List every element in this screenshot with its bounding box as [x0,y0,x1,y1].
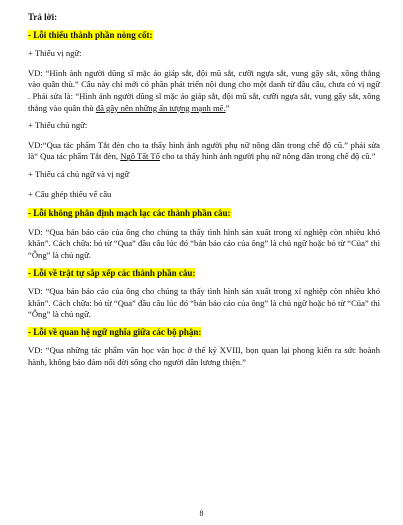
example-text: VD:“Qua tác phẩm Tắt đèn cho ta thấy hình ảnh người phụ nữ nông dân trong chế độ cũ.” phải sửa là“ Qua tác phẩm Tắt đèn, [28,139,380,162]
document-content [28,8,380,375]
example-semantic-relation: VD: “Qua những tác phẩm văn học văn học ở thế kỷ XVIII, bọn quan lại phong kiến ra sức hoành hành, không bảo đảm nổi đời sống cho người dân lương thiện.” [28,345,380,368]
sub-missing-both: + Thiếu cả chủ ngữ và vị ngữ [28,168,130,179]
heading-missing-core [28,30,380,42]
example-missing-subject [28,140,380,163]
sub-compound-missing-clause: + Câu ghép thiếu vế câu [28,188,112,199]
page-number: 8 [199,509,204,518]
heading-unclear-components-text: - Lỗi không phân định mạch lạc các thành phần câu: [28,208,231,219]
example-missing-predicate [28,68,380,114]
heading-unclear-components [28,208,380,220]
heading-word-order-text: - Lỗi về trật tự sắp xếp các thành phần câu: [28,267,196,278]
example-text: VD: “Hình ảnh người dũng sĩ mặc áo giáp sắt, đội mũ sắt, cưỡi ngựa sắt, vung gậy sắt, xông thẳng vào quân thù.” Câu này chỉ mới có phần phát triển nội dung cho một danh từ đầu câu, chưa có vị ngữ . Phải sửa là: “Hình ảnh người dũng sĩ mặc áo giáp sắt, đội mũ sắt, cưỡi ngựa sắt, vung gậy sắt, xông thẳng vào quân thù [28,67,380,113]
answer-title: Trả lời: [28,12,58,22]
underlined-fix: đã gây nên những ấn tượng mạnh mẽ. [95,102,226,113]
heading-missing-core-text: - Lỗi thiếu thành phần nòng cốt: [28,29,153,40]
underlined-author: Ngô Tất Tố [120,151,160,162]
heading-semantic-relation-text: - Lỗi về quan hệ ngữ nghĩa giữa các bộ phận: [28,326,202,337]
example-word-order: VD: “Qua bản báo cáo của ông cho chúng ta thấy tình hình sản xuất trong xí nghiệp còn nhiều khó khăn”. Cách chữa: bỏ từ “Qua” đầu câu lúc đó “bản báo cáo của ông” là chủ ngữ hoặc bỏ từ “Của” thì “Ông” là chủ ngữ. [28,286,380,320]
example-unclear-components: VD: “Qua bản báo cáo của ông cho chúng ta thấy tình hình sản xuất trong xí nghiệp còn nhiều khó khăn”. Cách chữa: bỏ từ “Qua” đầu câu lúc đó “bản báo cáo của ông” là chủ ngữ hoặc bỏ từ “Của” thì “Ông” là chủ ngữ. [28,226,380,260]
heading-semantic-relation [28,327,380,339]
sub-missing-subject: + Thiếu chủ ngữ: [28,120,88,131]
heading-word-order [28,268,380,280]
example-text-end: ” [225,102,230,113]
sub-missing-predicate: + Thiếu vị ngữ: [28,48,82,59]
example-text-end: cho ta thấy hình ảnh người phụ nữ nông dân trong chế độ cũ.” [159,151,376,162]
